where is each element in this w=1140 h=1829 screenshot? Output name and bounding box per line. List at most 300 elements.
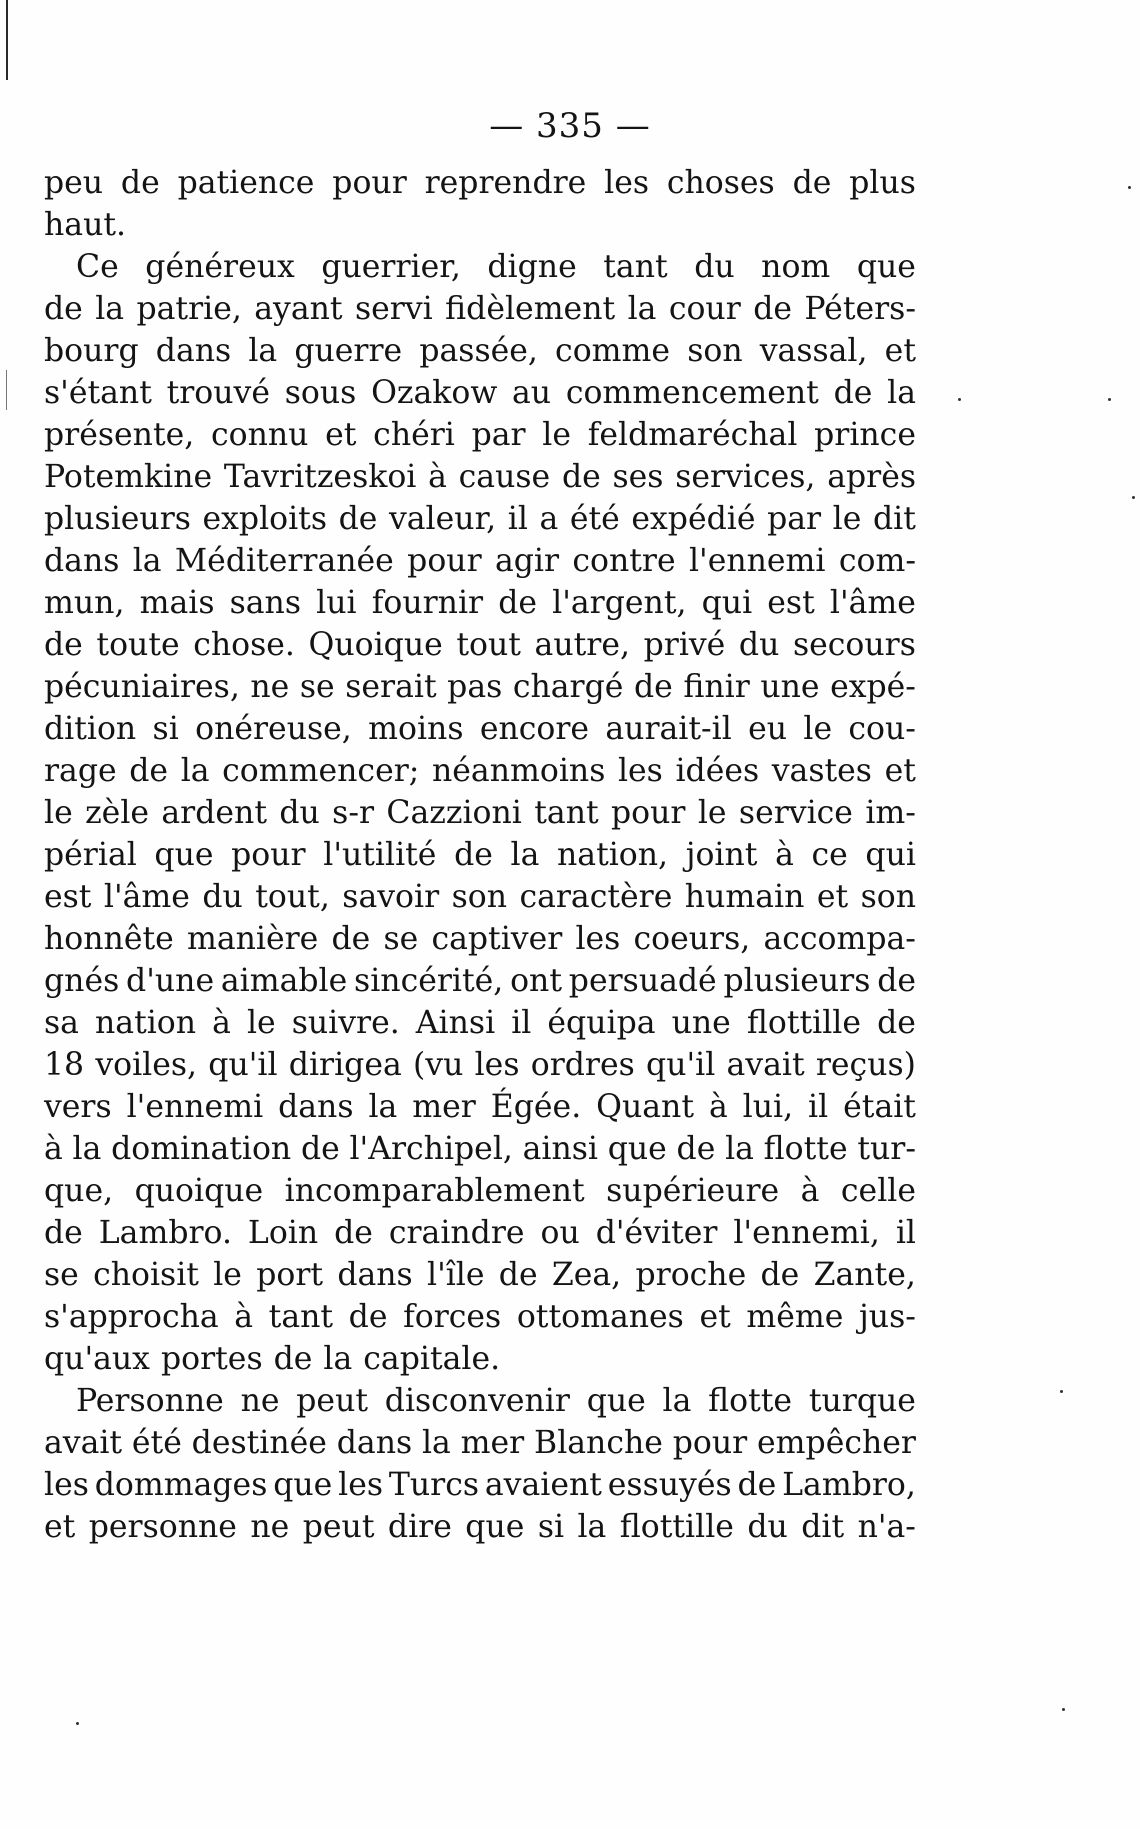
- word: Ozakow: [371, 375, 498, 411]
- word: du: [279, 795, 320, 831]
- word: port: [256, 1257, 324, 1293]
- scan-speck: [1108, 398, 1111, 401]
- word: les: [575, 921, 621, 957]
- word: tur-: [857, 1131, 916, 1167]
- word: dans: [336, 1425, 413, 1461]
- word: à: [428, 459, 447, 495]
- word: pécuniaires,: [44, 669, 240, 705]
- word: flotte: [708, 1383, 793, 1419]
- word: zèle: [85, 795, 150, 831]
- word: de: [338, 501, 378, 537]
- word: de: [120, 165, 160, 201]
- word: rage: [44, 753, 117, 789]
- word: se: [299, 669, 335, 705]
- word: l'ennemi: [126, 1089, 264, 1125]
- word: humain: [684, 879, 805, 915]
- word: pour: [672, 1425, 748, 1461]
- word: le: [213, 1257, 242, 1293]
- text-line: [44, 834, 916, 876]
- word: chéri: [373, 417, 455, 453]
- word: qu'il: [208, 1047, 278, 1083]
- word: manière: [186, 921, 319, 957]
- text-line: [44, 1380, 916, 1422]
- word: encore: [479, 711, 590, 747]
- text-line: [44, 1086, 916, 1128]
- word: est: [44, 879, 92, 915]
- word: dans: [278, 1089, 354, 1125]
- word: si: [152, 711, 179, 747]
- word: que: [154, 837, 214, 873]
- word: voiles,: [95, 1047, 198, 1083]
- word: pour: [332, 165, 407, 201]
- word: lui,: [742, 1089, 794, 1125]
- text-line: [44, 1464, 916, 1506]
- word: dition: [44, 711, 137, 747]
- word: Loin: [247, 1215, 319, 1251]
- word: chose.: [193, 627, 295, 663]
- text-line: [44, 750, 916, 792]
- word: il: [507, 501, 528, 537]
- word: avaient: [484, 1467, 602, 1503]
- word: s'approcha: [44, 1299, 219, 1335]
- word: capitale.: [363, 1341, 501, 1377]
- word: bourg: [44, 333, 139, 369]
- word: choses: [666, 165, 775, 201]
- word: périal: [44, 837, 137, 873]
- word: l'argent,: [552, 585, 687, 621]
- word: qu'il: [646, 1047, 716, 1083]
- word: la: [132, 543, 162, 579]
- word: il: [511, 1005, 532, 1041]
- word: guerre: [294, 333, 403, 369]
- word: son: [687, 333, 743, 369]
- text-line: [44, 876, 916, 918]
- word: que: [856, 249, 916, 285]
- text-line: [44, 792, 916, 834]
- word: finir: [683, 669, 750, 705]
- word: expé-: [830, 669, 916, 705]
- word: pour: [231, 837, 306, 873]
- word: ayant: [254, 291, 343, 327]
- word: tant: [268, 1299, 334, 1335]
- text-line: [44, 1002, 916, 1044]
- word: sous: [284, 375, 357, 411]
- word: incomparablement: [284, 1173, 585, 1209]
- text-line: [44, 708, 916, 750]
- text-line: [44, 414, 916, 456]
- word: de: [877, 963, 916, 999]
- word: l'âme: [103, 879, 190, 915]
- word: Turcs: [388, 1467, 480, 1503]
- word: sincérité,: [354, 963, 504, 999]
- word: agir: [494, 543, 560, 579]
- word: la: [72, 1131, 102, 1167]
- word: idées: [675, 753, 760, 789]
- word: mun,: [44, 585, 125, 621]
- word: que: [273, 1467, 333, 1503]
- word: digne: [487, 249, 577, 285]
- word: de: [129, 753, 169, 789]
- word: joint: [685, 837, 758, 873]
- word: dans: [44, 543, 120, 579]
- word: service: [738, 795, 853, 831]
- word: sa: [44, 1005, 79, 1041]
- word: les: [338, 1467, 384, 1503]
- word: si: [537, 1509, 565, 1545]
- word: son: [860, 879, 916, 915]
- word: de: [44, 291, 83, 327]
- word: vers: [44, 1089, 112, 1125]
- word: com-: [838, 543, 916, 579]
- word: de: [792, 165, 832, 201]
- word: la: [725, 1131, 754, 1167]
- word: la: [662, 1383, 692, 1419]
- word: de: [633, 669, 673, 705]
- word: Quoique: [308, 627, 443, 663]
- word: aurait-il: [605, 711, 732, 747]
- word: les: [474, 1047, 520, 1083]
- word: Tavritzeskoi: [223, 459, 417, 495]
- word: les: [44, 1467, 89, 1503]
- word: de: [753, 291, 792, 327]
- word: cause: [458, 459, 551, 495]
- word: expédié: [631, 501, 756, 537]
- word: destinée: [191, 1425, 327, 1461]
- word: du: [694, 249, 735, 285]
- text-line: [44, 246, 916, 288]
- word: le: [803, 711, 833, 747]
- word: ottomanes: [516, 1299, 684, 1335]
- word: de: [348, 1299, 388, 1335]
- word: du: [202, 879, 243, 915]
- word: tant: [534, 795, 599, 831]
- text-line: [44, 162, 916, 204]
- word: toute: [96, 627, 180, 663]
- word: commencement: [565, 375, 819, 411]
- word: l'utilité: [323, 837, 437, 873]
- word: il: [808, 1089, 829, 1125]
- word: était: [843, 1089, 916, 1125]
- word: d'une: [126, 963, 215, 999]
- word: la: [577, 1509, 607, 1545]
- word: (vu: [413, 1047, 464, 1083]
- word: nom: [761, 249, 831, 285]
- word: commencer;: [222, 753, 420, 789]
- word: dans: [155, 333, 232, 369]
- word: de: [498, 1257, 538, 1293]
- word: moins: [368, 711, 464, 747]
- word: la: [323, 1341, 353, 1377]
- word: la: [368, 1089, 398, 1125]
- word: plusieurs: [723, 963, 871, 999]
- word: de: [737, 1467, 777, 1503]
- text-line: [44, 498, 916, 540]
- word: passée,: [419, 333, 538, 369]
- word: à: [44, 1131, 63, 1167]
- word: à: [234, 1299, 254, 1335]
- word: la: [627, 291, 657, 327]
- word: Personne: [76, 1383, 224, 1419]
- word: à: [708, 1089, 728, 1125]
- word: à: [800, 1173, 820, 1209]
- word: serait: [345, 669, 437, 705]
- word: empêcher: [757, 1425, 916, 1461]
- word: il: [895, 1215, 916, 1251]
- word: de: [676, 1131, 716, 1167]
- word: Zea,: [551, 1257, 622, 1293]
- word: est: [767, 585, 815, 621]
- word: chargé: [512, 669, 624, 705]
- word: de: [44, 627, 83, 663]
- word: et: [699, 1299, 731, 1335]
- word: portes: [160, 1341, 263, 1377]
- text-line: [44, 372, 916, 414]
- word: ne: [250, 669, 290, 705]
- word: du: [747, 1509, 788, 1545]
- word: le: [832, 501, 862, 537]
- text-line: [44, 1506, 916, 1548]
- word: Cazzioni: [386, 795, 522, 831]
- word: mer: [412, 1089, 476, 1125]
- word: et: [325, 417, 357, 453]
- word: Quant: [596, 1089, 694, 1125]
- word: peut: [302, 1509, 375, 1545]
- word: de: [561, 459, 601, 495]
- word: Potemkine: [44, 459, 213, 495]
- scan-speck: [958, 398, 961, 401]
- word: pas: [447, 669, 503, 705]
- word: reprendre: [424, 165, 587, 201]
- word: la: [421, 1425, 451, 1461]
- word: supérieure: [606, 1173, 780, 1209]
- word: exploits: [202, 501, 328, 537]
- word: que: [607, 1131, 667, 1167]
- word: privé: [643, 627, 726, 663]
- word: patrie,: [136, 291, 242, 327]
- word: ce: [811, 837, 848, 873]
- word: de: [877, 1005, 916, 1041]
- word: après: [827, 459, 916, 495]
- word: avait: [44, 1425, 123, 1461]
- word: autre,: [534, 627, 630, 663]
- word: de: [760, 1257, 800, 1293]
- word: celle: [840, 1173, 916, 1209]
- word: se: [44, 1257, 79, 1293]
- word: patience: [177, 165, 315, 201]
- scan-speck: [1060, 1390, 1063, 1393]
- word: de: [300, 1131, 340, 1167]
- word: le: [697, 795, 727, 831]
- word: pour: [611, 795, 686, 831]
- word: cou-: [848, 711, 916, 747]
- word: servi: [355, 291, 433, 327]
- word: les: [604, 165, 650, 201]
- word: guerrier,: [321, 249, 461, 285]
- word: lui: [316, 585, 357, 621]
- word: tout: [456, 627, 521, 663]
- word: services,: [675, 459, 816, 495]
- text-line: [44, 1254, 916, 1296]
- word: coeurs,: [633, 921, 751, 957]
- word: nation,: [557, 837, 669, 873]
- word: ardent: [161, 795, 267, 831]
- word: savoir: [342, 879, 440, 915]
- word: dans: [337, 1257, 413, 1293]
- scan-edge-mark: [6, 370, 7, 410]
- word: disconvenir: [384, 1383, 570, 1419]
- word: la: [510, 837, 540, 873]
- word: une: [760, 669, 820, 705]
- text-line: [44, 1296, 916, 1338]
- word: dit: [801, 1509, 845, 1545]
- text-line: [44, 1212, 916, 1254]
- word: Égée.: [490, 1089, 582, 1125]
- word: fournir: [371, 585, 484, 621]
- word: avait: [726, 1047, 805, 1083]
- word: comme: [555, 333, 671, 369]
- word: secours: [792, 627, 916, 663]
- text-line: [44, 960, 916, 1002]
- word: et: [884, 753, 916, 789]
- word: peut: [296, 1383, 369, 1419]
- word: Blanche: [534, 1425, 663, 1461]
- word: l'ennemi,: [733, 1215, 880, 1251]
- word: le: [246, 1005, 276, 1041]
- word: fidèlement: [445, 291, 616, 327]
- text-line: [44, 456, 916, 498]
- word: flottille: [746, 1005, 862, 1041]
- word: une: [671, 1005, 731, 1041]
- word: l'ennemi: [688, 543, 826, 579]
- word: onéreuse,: [195, 711, 352, 747]
- word: et: [44, 1509, 76, 1545]
- word: choisit: [93, 1257, 199, 1293]
- word: par: [471, 417, 526, 453]
- word: flottille: [619, 1509, 734, 1545]
- word: dit: [872, 501, 916, 537]
- word: dirigea: [288, 1047, 402, 1083]
- word: flotte: [763, 1131, 848, 1167]
- word: a: [539, 501, 559, 537]
- word: du: [738, 627, 780, 663]
- word: présente,: [44, 417, 195, 453]
- scan-edge-mark: [6, 0, 8, 80]
- word: Péters-: [804, 291, 916, 327]
- word: de: [44, 1215, 83, 1251]
- word: honnête: [44, 921, 174, 957]
- text-line: [44, 204, 916, 246]
- text-line: [44, 1128, 916, 1170]
- word: ne: [240, 1383, 280, 1419]
- word: turque: [808, 1383, 916, 1419]
- word: mais: [139, 585, 215, 621]
- word: captiver: [431, 921, 563, 957]
- text-line: [44, 330, 916, 372]
- scan-speck: [1062, 1708, 1065, 1711]
- word: ainsi: [522, 1131, 599, 1167]
- scan-speck: [1128, 186, 1131, 189]
- word: proche: [635, 1257, 747, 1293]
- word: quoique: [134, 1173, 264, 1209]
- word: feldmaréchal: [587, 417, 798, 453]
- word: le: [44, 795, 73, 831]
- word: Ce: [76, 249, 119, 285]
- word: dire: [387, 1509, 452, 1545]
- word: gnés: [44, 963, 120, 999]
- word: vassal,: [759, 333, 868, 369]
- word: généreux: [145, 249, 295, 285]
- word: Zante,: [813, 1257, 916, 1293]
- word: s'étant: [44, 375, 152, 411]
- word: d'éviter: [595, 1215, 718, 1251]
- word: contre: [572, 543, 676, 579]
- scan-speck: [76, 1722, 79, 1725]
- word: l'âme: [829, 585, 916, 621]
- word: été: [131, 1425, 182, 1461]
- text-line: [44, 582, 916, 624]
- word: tant: [603, 249, 668, 285]
- word: Méditerranée: [174, 543, 394, 579]
- word: prince: [814, 417, 916, 453]
- word: et: [884, 333, 916, 369]
- word: la: [248, 333, 278, 369]
- word: personne: [88, 1509, 237, 1545]
- word: sans: [229, 585, 302, 621]
- word: valeur,: [388, 501, 497, 537]
- word: domination: [111, 1131, 292, 1167]
- word: n'a-: [857, 1509, 916, 1545]
- word: de: [833, 375, 873, 411]
- word: pour: [407, 543, 482, 579]
- word: im-: [865, 795, 916, 831]
- text-line: [44, 624, 916, 666]
- word: haut.: [44, 207, 127, 243]
- word: qui: [865, 837, 916, 873]
- word: tout,: [255, 879, 330, 915]
- text-line: [44, 1170, 916, 1212]
- word: aimable: [220, 963, 348, 999]
- word: jus-: [859, 1299, 916, 1335]
- text-line: [44, 1338, 916, 1380]
- word: la: [887, 375, 916, 411]
- word: l'Archipel,: [349, 1131, 513, 1167]
- word: Lambro.: [98, 1215, 232, 1251]
- word: vastes: [771, 753, 872, 789]
- word: 18: [44, 1047, 85, 1083]
- word: néanmoins: [432, 753, 606, 789]
- word: qui: [701, 585, 753, 621]
- word: eu: [748, 711, 788, 747]
- word: nation: [95, 1005, 197, 1041]
- word: que: [465, 1509, 525, 1545]
- text-line: [44, 288, 916, 330]
- word: à: [212, 1005, 231, 1041]
- text-line: [44, 1044, 916, 1086]
- word: les: [617, 753, 663, 789]
- word: ordres: [530, 1047, 635, 1083]
- text-line: [44, 918, 916, 960]
- word: que: [586, 1383, 646, 1419]
- word: accompa-: [763, 921, 916, 957]
- word: ont: [510, 963, 563, 999]
- word: même: [746, 1299, 844, 1335]
- word: cour: [668, 291, 741, 327]
- word: l'île: [427, 1257, 485, 1293]
- word: au: [512, 375, 552, 411]
- word: à: [775, 837, 794, 873]
- word: de: [454, 837, 493, 873]
- word: de: [334, 1215, 373, 1251]
